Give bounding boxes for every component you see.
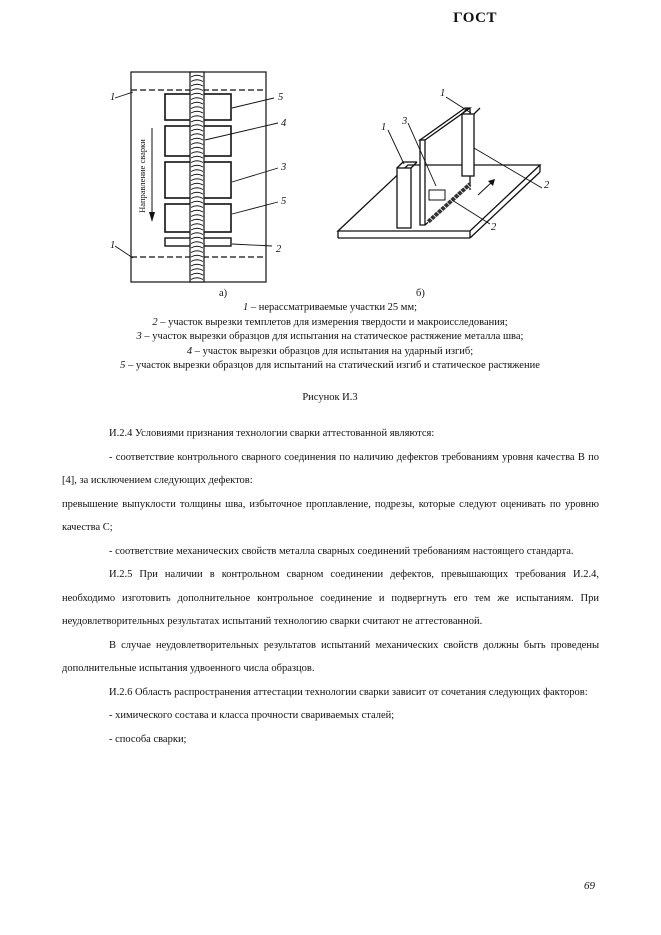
body-text xyxy=(62,422,599,751)
panel-b-drawing xyxy=(338,97,542,238)
subfigure-label-a: а) xyxy=(219,288,228,299)
paragraph: И.2.6 Область распространения аттестации технологии сварки зависит от сочетания следующих факторов: xyxy=(109,686,588,698)
paragraph: И.2.5 При наличии в контрольном сварном соединении дефектов, превышающих требования И.2.4, необходимо изготовить дополнительное контрольное соединение и подвергнуть его тем же испытаниям. При неудовлетворительных результатах испытаний технологию сварки считают не аттестованной. xyxy=(62,569,599,627)
paragraph: превышение выпуклости толщины шва, избыточное проплавление, подрезы, которые следуют оценивать по уровню качества C; xyxy=(62,498,599,533)
callout-b-2-bottom: 2 xyxy=(491,222,497,233)
figure-legend xyxy=(60,301,600,374)
paragraph: - химического состава и класса прочности свариваемых сталей; xyxy=(109,710,395,721)
paragraph: - способа сварки; xyxy=(109,733,187,745)
callout-b-1-top: 1 xyxy=(440,88,446,99)
page-number: 69 xyxy=(584,880,595,892)
legend-item: 1 – нерассматриваемые участки 25 мм; xyxy=(242,302,418,313)
direction-arrowhead xyxy=(149,212,155,222)
callout-a-2: 2 xyxy=(276,244,282,255)
standard-header: ГОСТ xyxy=(453,10,497,26)
welding-direction-label: Направление сварки xyxy=(137,139,147,213)
paragraph: - соответствие контрольного сварного соединения по наличию дефектов требованиям уровня качества B по [4], за исключением следующих дефектов: xyxy=(62,451,599,486)
callout-a-5-top: 5 xyxy=(278,92,284,103)
end-piece-left xyxy=(397,168,411,228)
specimen-3 xyxy=(429,190,445,200)
subfigure-label-b: б) xyxy=(416,288,425,299)
callout-b-2-right: 2 xyxy=(544,180,550,191)
figure-title: Рисунок И.3 xyxy=(302,392,358,403)
legend-item: 5 – участок вырезки образцов для испытаний на статический изгиб и статическое растяжение xyxy=(120,360,540,371)
end-piece-right xyxy=(462,114,474,176)
callout-a-1-top: 1 xyxy=(110,92,116,103)
callout-a-3: 3 xyxy=(281,162,287,173)
callout-a-1-bottom: 1 xyxy=(110,240,116,251)
legend-item: 3 – участок вырезки образцов для испытания на статическое растяжение металла шва; xyxy=(136,331,524,342)
figure-i3 xyxy=(0,0,661,300)
callout-a-5-bottom: 5 xyxy=(281,196,287,207)
paragraph: - соответствие механических свойств металла сварных соединений требованиям настоящего стандарта. xyxy=(109,545,574,557)
paragraph: В случае неудовлетворительных результатов испытаний механических свойств должны быть проведены дополнительные испытания удвоенного числа образцов. xyxy=(62,639,599,674)
legend-item: 4 – участок вырезки образцов для испытания на ударный изгиб; xyxy=(186,345,474,357)
paragraph: И.2.4 Условиями признания технологии сварки аттестованной являются: xyxy=(109,428,435,439)
callout-b-3: 3 xyxy=(402,116,408,127)
callout-b-1-left: 1 xyxy=(381,122,387,133)
callout-a-4: 4 xyxy=(281,118,287,129)
legend-item: 2 – участок вырезки темплетов для измерения твердости и макроисследования; xyxy=(152,316,508,328)
